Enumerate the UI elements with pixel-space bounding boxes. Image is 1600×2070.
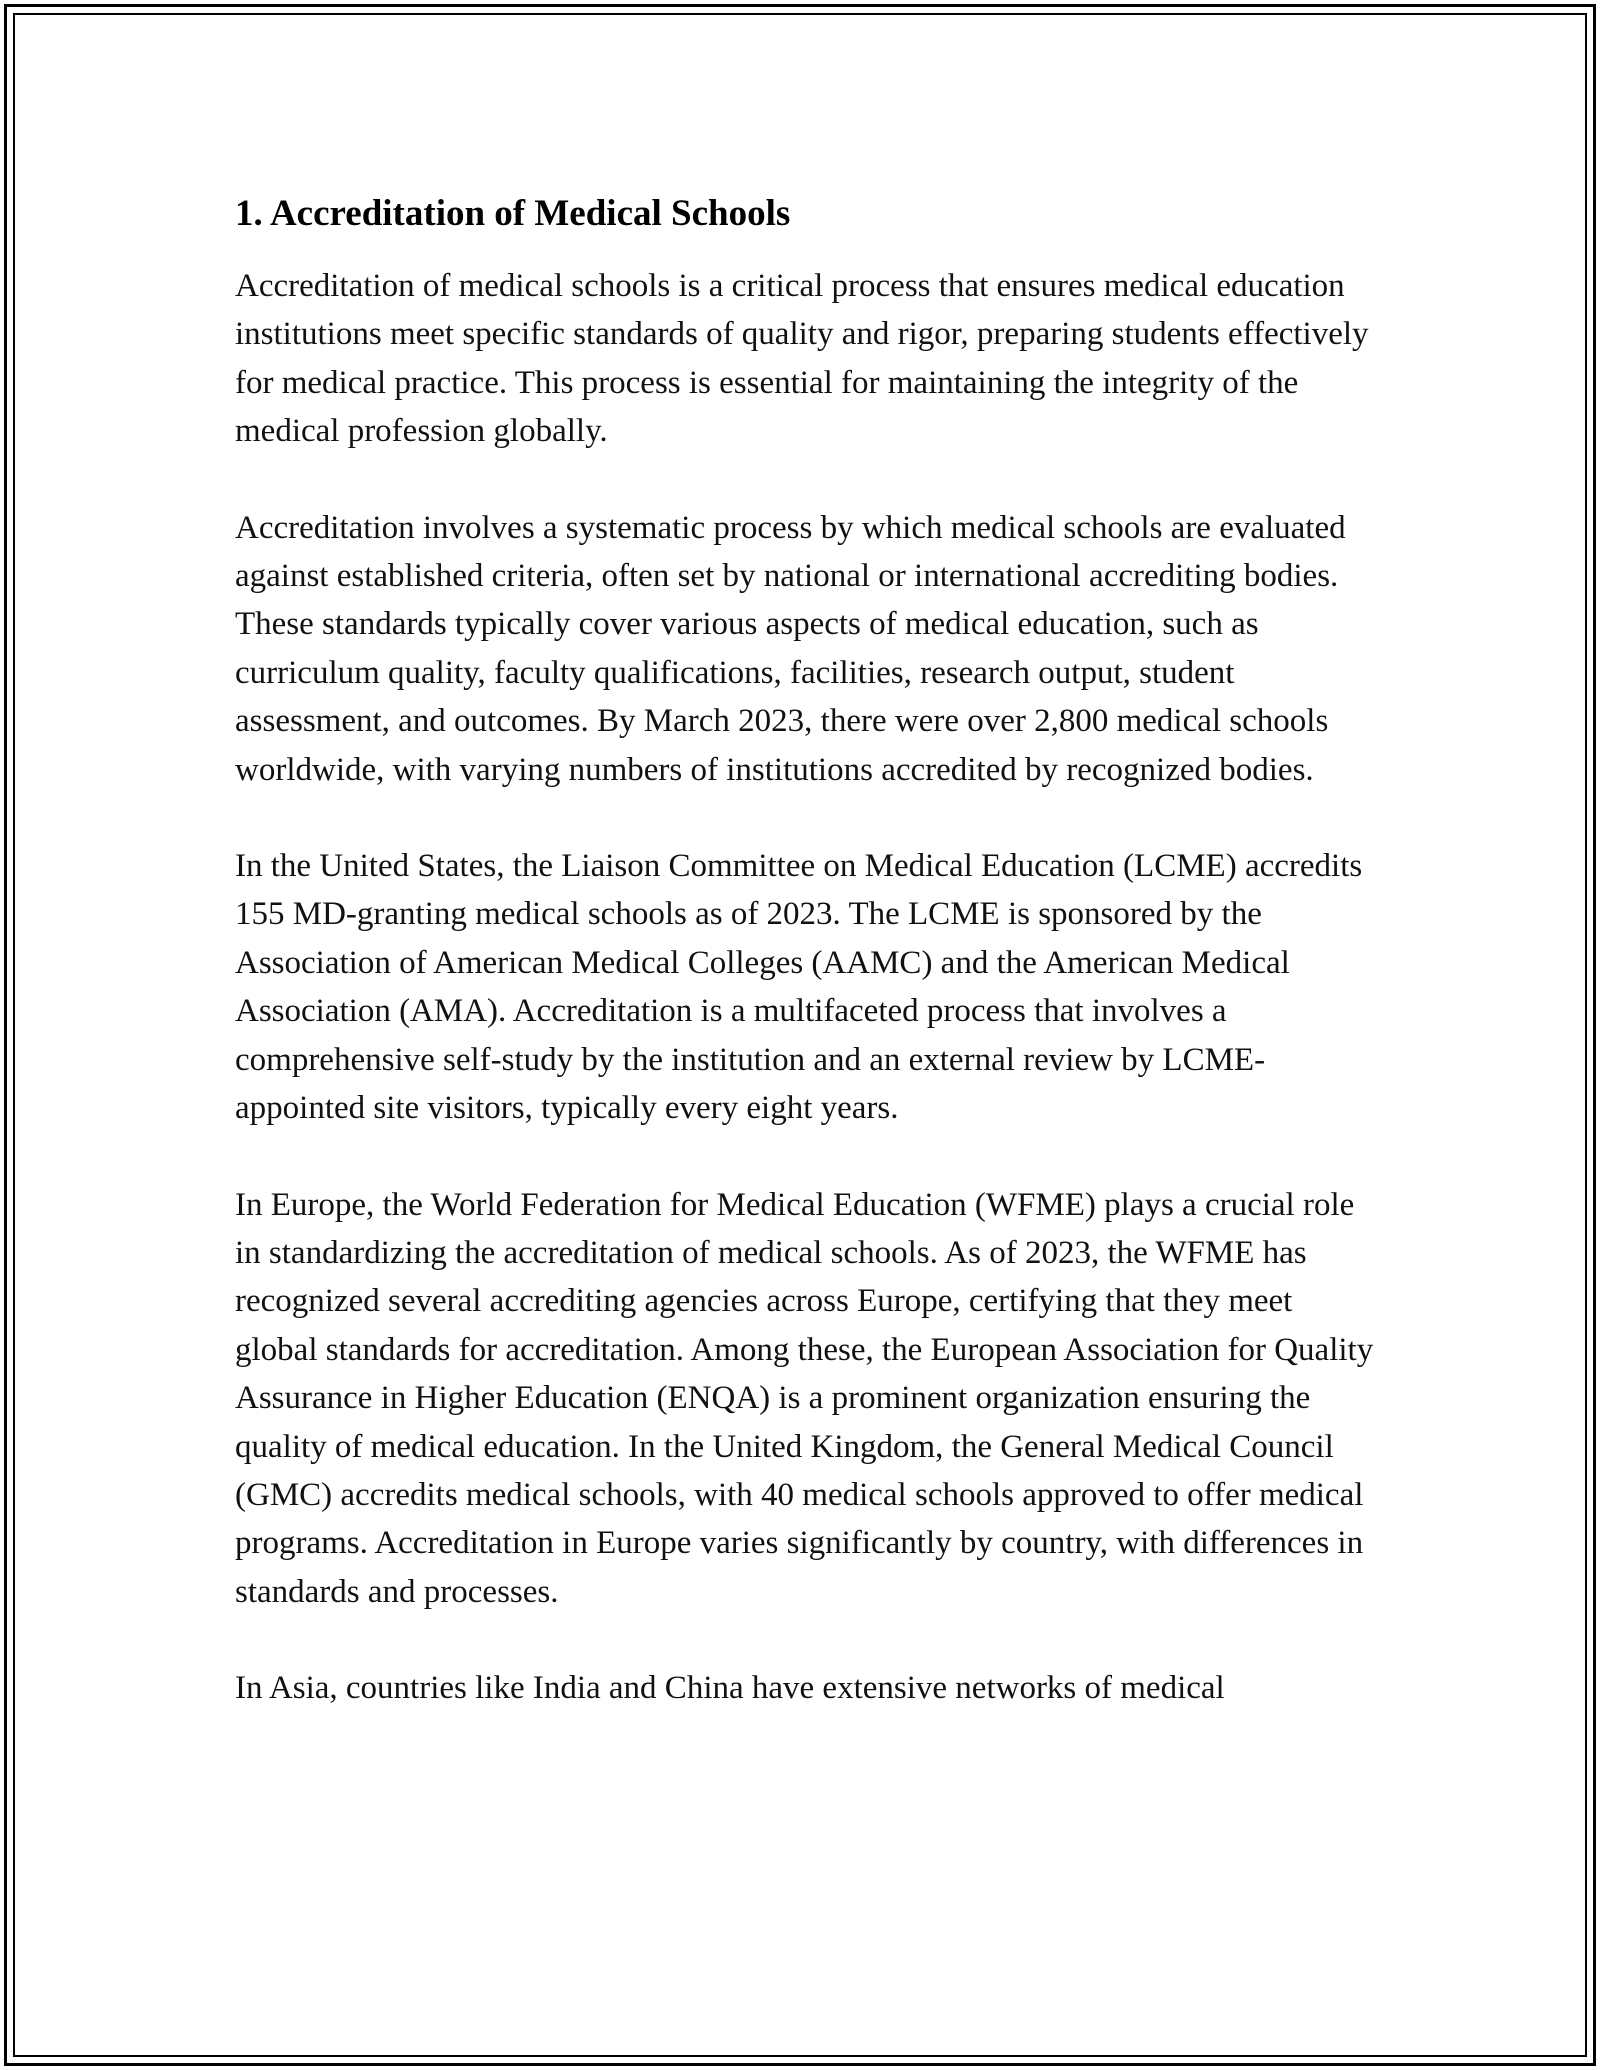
paragraph-europe: In Europe, the World Federation for Medical Education (WFME) plays a crucial role in standardizing the accreditation of medical schools. As of 2023, the WFME has recognized several accrediting agencies across Europe, certifying that they meet global standards for accreditation. Among these, the European Association for Quality Assurance in Higher Education (ENQA) is a prominent organization ensuring the quality of medical education. In the United Kingdom, the General Medical Council (GMC) accredits medical schools, with 40 medical schools approved to offer medical programs. Accreditation in Europe varies significantly by country, with differences in standards and processes. <box>235 1186 1374 1610</box>
paragraph-asia: In Asia, countries like India and China have extensive networks of medical <box>235 1670 1225 1707</box>
document-body <box>235 190 1375 1761</box>
paragraph-process: Accreditation involves a systematic process by which medical schools are evaluated against established criteria, often set by national or international accrediting bodies. These standards typically cover various aspects of medical education, such as curriculum quality, faculty qualifications, facilities, research output, student assessment, and outcomes. By March 2023, there were over 2,800 medical schools worldwide, with varying numbers of institutions accredited by recognized bodies. <box>235 509 1346 788</box>
paragraph-intro: Accreditation of medical schools is a critical process that ensures medical education institutions meet specific standards of quality and rigor, preparing students effectively for medical practice. This process is essential for maintaining the integrity of the medical profession globally. <box>235 268 1369 450</box>
section-heading: 1. Accreditation of Medical Schools <box>235 193 791 234</box>
paragraph-united-states: In the United States, the Liaison Committee on Medical Education (LCME) accredits 155 MD-granting medical schools as of 2023. The LCME is sponsored by the Association of American Medical Colleges (AAMC) and the American Medical Association (AMA). Accreditation is a multifaceted process that involves a comprehensive self-study by the institution and an external review by LCME-appointed site visitors, typically every eight years. <box>235 848 1363 1127</box>
